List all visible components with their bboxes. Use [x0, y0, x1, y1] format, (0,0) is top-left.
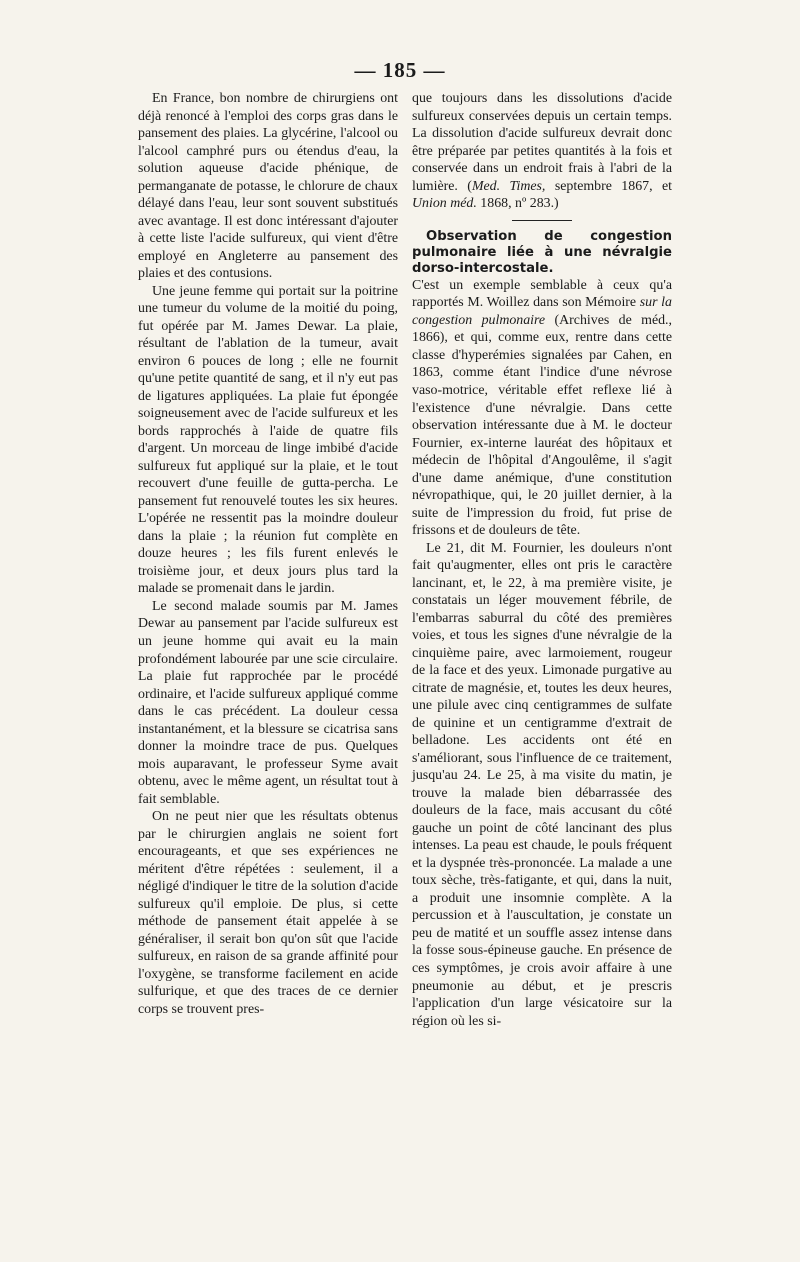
page-number: — 185 — [354, 58, 446, 82]
paragraph: Le 21, dit M. Fournier, les douleurs n'ont fait qu'augmenter, elles ont pris le caractère lancinant, et, le 22, à ma première visite, je constatais un léger mouvement fébrile, de l'embarras saburral du côté des premières voies, et tous les signes d'une névralgie de la cinquième paire, avec larmoiement, rougeur de la face et des yeux. Limonade purgative au citrate de magnésie, et, toutes les deux heures, une pilule avec cinq centigrammes de sulfate de quinine et un centigramme d'extrait de belladone. Les accidents ont été en s'améliorant, sous l'influence de ce traitement, jusqu'au 24. Le 25, à ma visite du matin, je trouve la malade bien débarrassée des douleurs de la face, mais accusant du côté gauche un point de côté lancinant des plus intenses. La peau est chaude, le pouls fréquent et la dyspnée très-prononcée. La malade a une toux sèche, très-fatigante, et qui, dans la nuit, a produit une insomnie complète. A la percussion et à l'auscultation, je constate un peu de matité et un souffle assez intense dans la fosse sous-épineuse gauche. En présence de ces symptômes, je crois avoir affaire à une pneumonie au début, et je prescris l'application d'un large vésicatoire sur la région où les si- [412, 540, 672, 1029]
paragraph: On ne peut nier que les résultats obtenus par le chirurgien anglais ne soient fort encourageants, et que ses expériences ne méritent d'être répétées : seulement, il a négligé d'indiquer le titre de la solution d'acide sulfureux qu'il emploie. De plus, si cette méthode de pansement était appelée à se généraliser, il serait bon qu'on sût que l'acide sulfureux, en raison de sa grande affinité pour l'oxygène, se transforme facilement en acide sulfurique, et que des traces de ce dernier corps se trouvent pres- [138, 809, 398, 1017]
text-span: 1868, nº 283.) [476, 196, 559, 212]
right-column [412, 90, 672, 1030]
citation: Med. Times, [471, 178, 546, 194]
paragraph: En France, bon nombre de chirurgiens ont déjà renoncé à l'emploi des corps gras dans le pansement des plaies. La glycérine, l'alcool ou l'alcool camphré purs ou étendus d'eau, la solution aqueuse d'acide phénique, de permanganate de potasse, le chlorure de chaux délayé dans l'eau, leur sont souvent substitués avec avantage. Il est donc intéressant d'ajouter à cette liste l'acide sulfureux, qui vient d'être employé en Angleterre au pansement des plaies et des contusions. [138, 91, 398, 282]
left-column [138, 90, 398, 1018]
text-span: (Archives de méd., 1866), et qui, comme eux, rentre dans cette classe d'hyperémies signalées par Cahen, en 1863, comme étant l'indice d'une névrose vaso-motrice, véritable effet reflexe lié à l'existence d'une névralgie. Dans cette observation intéressante due à M. le docteur Fournier, ex-interne lauréat des hôpitaux et médecin de l'hôpital d'Angoulême, il s'agit d'une dame anémique, d'une constitution névropathique, qui, le 20 juillet dernier, à la suite de l'impression du froid, fut prise de frissons et de douleurs de tête. [412, 312, 672, 539]
paragraph: Le second malade soumis par M. James Dewar au pansement par l'acide sulfureux est un jeune homme qui avait eu la main profondément labourée par une scie circulaire. La plaie fut rapprochée par le procédé ordinaire, et l'acide sulfureux appliqué comme dans le cas précédent. La douleur cessa instantanément, et la blessure se cicatrisa sans donner la moindre trace de pus. Quelques mois auparavant, le professeur Syme avait obtenu, avec le même agent, un résultat tout à fait semblable. [138, 598, 398, 807]
text-span: C'est un exemple semblable à ceux qu'a rapportés M. Woillez dans son Mémoire [412, 277, 672, 311]
paragraph [412, 277, 672, 540]
work-title: sur la congestion pulmonaire [412, 295, 672, 328]
text-span: septembre 1867, et [545, 178, 672, 194]
paragraph-continued [412, 90, 672, 213]
text-span: que toujours dans les dissolutions d'acide sulfureux conservées depuis un certain temps. La dissolution d'acide sulfureux devrait donc être préparée par petites quantités à la fois et conservée dans un endroit frais à l'abri de la lumière. ( [412, 91, 672, 194]
paragraph: Une jeune femme qui portait sur la poitrine une tumeur du volume de la moitié du poing, fut opérée par M. James Dewar. La plaie, résultant de l'ablation de la tumeur, avait environ 6 pouces de long ; elle ne fournit qu'une petite quantité de sang, et il n'y eut pas de ligatures appliquées. La plaie fut épongée soigneusement avec de l'acide sulfureux et les bords rapprochés à l'aide de quatre fils d'argent. Un morceau de linge imbibé d'acide sulfureux fut appliqué sur la plaie, et le tout recouvert d'une feuille de gutta-percha. Le pansement fut renouvelé toutes les six heures. L'opérée ne ressentit pas la moindre douleur dans la plaie ; la réunion fut complète en douze heures ; les fils furent enlevés le troisième jour, et deux jours plus tard la malade se promenait dans le jardin. [138, 283, 398, 597]
section-divider [512, 220, 572, 221]
citation: Union méd. [412, 196, 477, 212]
section-heading: Observation de congestion pulmonaire liée à une névralgie dorso-intercostale. [412, 228, 672, 276]
